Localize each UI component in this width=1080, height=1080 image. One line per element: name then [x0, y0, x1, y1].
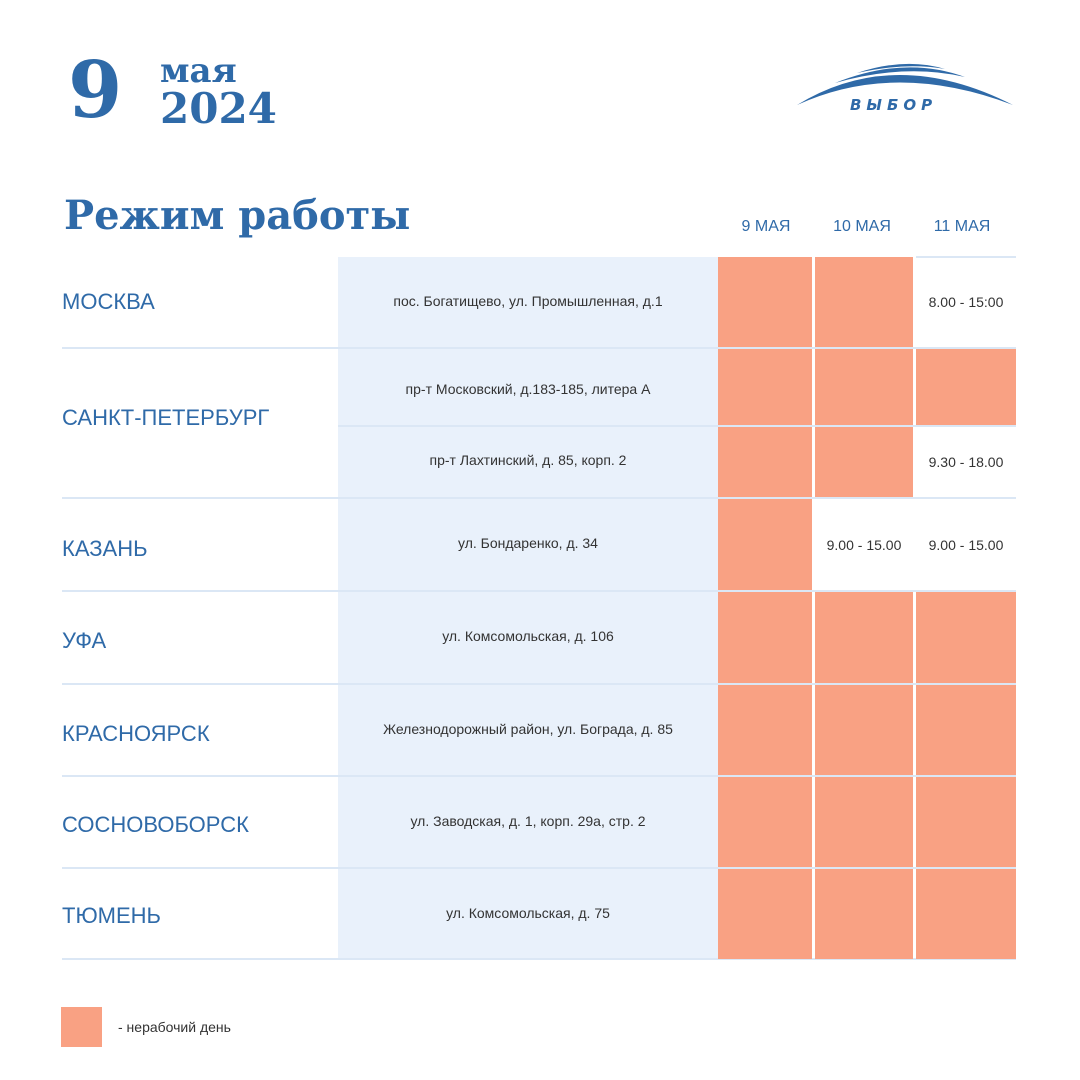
date-year: 2024	[160, 84, 277, 133]
row-divider	[338, 425, 1016, 427]
day-cell-closed	[916, 685, 1016, 775]
column-header-10-may: 10 МАЯ	[833, 218, 891, 235]
address-sosnovoborsk: ул. Заводская, д. 1, корп. 29а, стр. 2	[410, 813, 646, 829]
day-cell-closed	[815, 869, 913, 959]
address-kazan: ул. Бондаренко, д. 34	[458, 535, 598, 551]
address-krasnoyarsk: Железнодорожный район, ул. Бограда, д. 85	[383, 721, 673, 737]
city-tyumen: ТЮМЕНЬ	[62, 903, 161, 928]
city-ufa: УФА	[62, 628, 107, 653]
city-sosnovoborsk: СОСНОВОБОРСК	[62, 812, 249, 837]
city-kazan: КАЗАНЬ	[62, 536, 148, 561]
day-cell-closed	[815, 685, 913, 775]
day-cell-closed	[916, 592, 1016, 683]
address-moscow: пос. Богатищево, ул. Промышленная, д.1	[393, 293, 663, 309]
day-cell-hours: 9.30 - 18.00	[928, 454, 1004, 470]
day-cell-closed	[718, 427, 812, 497]
day-cell-closed	[815, 427, 913, 497]
page-title: Режим работы	[64, 192, 411, 239]
day-cell-closed	[718, 257, 812, 347]
day-cell-closed	[916, 349, 1016, 425]
day-cell-closed	[718, 499, 812, 590]
address-spb-lakhtinsky: пр-т Лахтинский, д. 85, корп. 2	[429, 452, 627, 468]
day-cell-hours: 9.00 - 15.00	[928, 536, 1004, 553]
day-cell-closed	[916, 777, 1016, 867]
date-day: 9	[68, 45, 123, 136]
column-header-9-may: 9 МАЯ	[741, 218, 791, 235]
day-cell-closed	[718, 685, 812, 775]
legend-label: - нерабочий день	[118, 1019, 231, 1035]
day-cell-closed	[718, 777, 812, 867]
address-spb-moskovsky: пр-т Московский, д.183-185, литера А	[405, 381, 651, 397]
column-header-11-may: 11 МАЯ	[933, 218, 991, 235]
city-saint-petersburg: САНКТ-ПЕТЕРБУРГ	[62, 405, 270, 430]
day-cell-closed	[815, 777, 913, 867]
date-month: мая	[160, 51, 237, 91]
day-cell-hours: 8.00 - 15:00	[928, 294, 1004, 310]
day-cell-closed	[815, 349, 913, 425]
legend-swatch	[61, 1007, 102, 1047]
day-cell-hours: 9.00 - 15.00	[826, 536, 902, 553]
address-ufa: ул. Комсомольская, д. 106	[442, 628, 614, 644]
day-cell-closed	[718, 592, 812, 683]
day-cell-closed	[815, 257, 913, 347]
address-column-background	[338, 257, 718, 960]
city-moscow: МОСКВА	[62, 289, 155, 314]
day-cell-closed	[718, 349, 812, 425]
day-cell-closed	[718, 869, 812, 959]
address-tyumen: ул. Комсомольская, д. 75	[446, 905, 610, 921]
city-krasnoyarsk: КРАСНОЯРСК	[62, 721, 210, 746]
day-cell-closed	[916, 869, 1016, 959]
logo-text: ВЫБОР	[850, 96, 938, 114]
day-cell-closed	[815, 592, 913, 683]
